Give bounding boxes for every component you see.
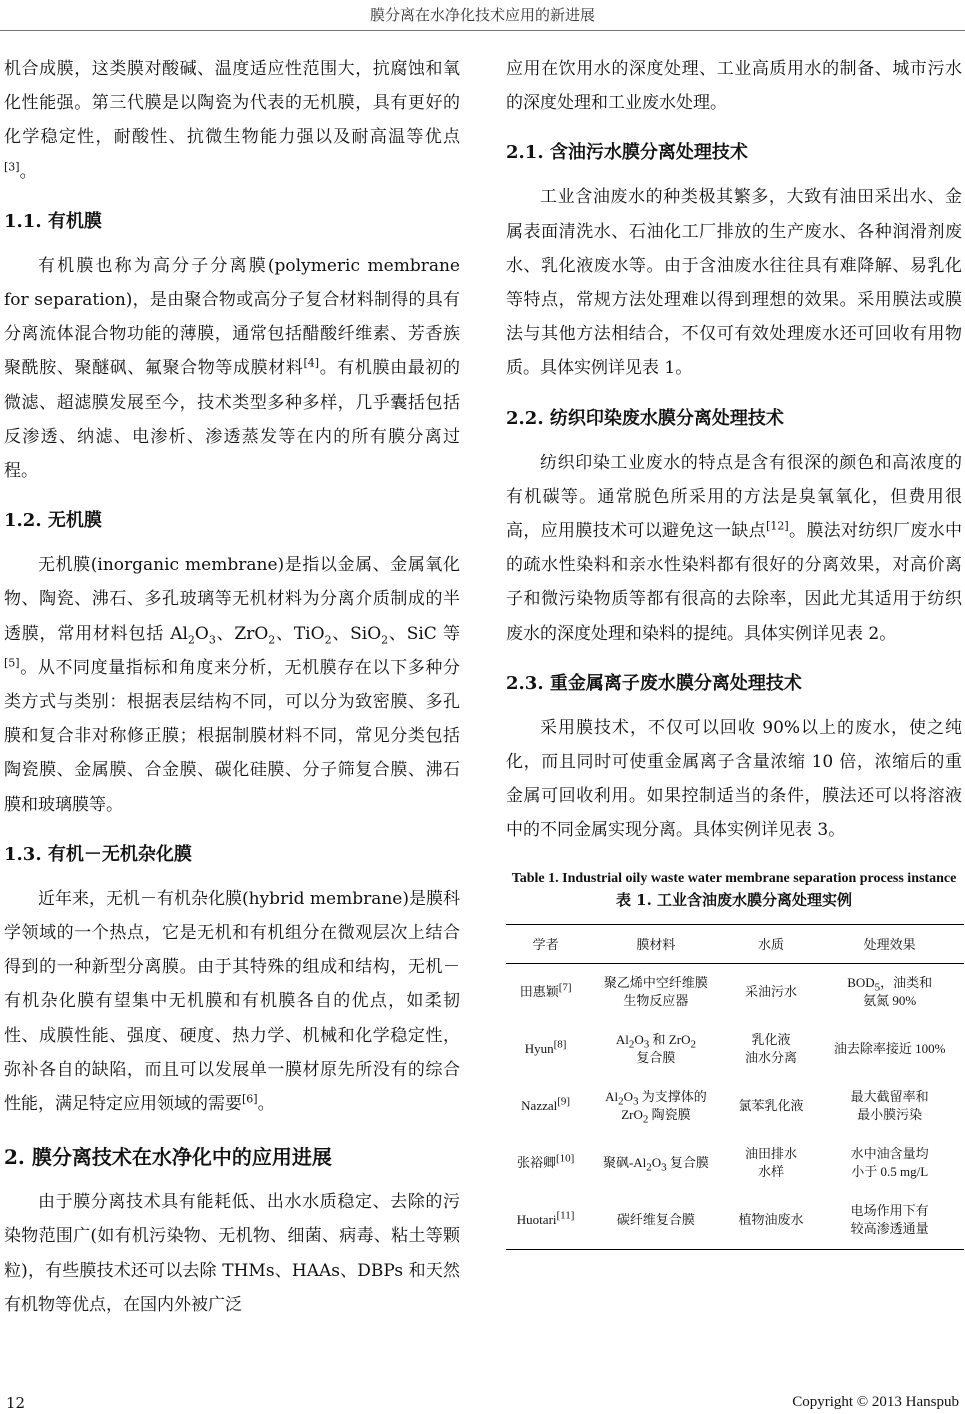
paragraph-inorganic-membrane: 无机膜(inorganic membrane)是指以金属、金属氧化物、陶瓷、沸石、多孔玻璃等无机材料为分离介质制成的半透膜，常用材料包括 $Al_2O_3$、ZrO$_2$、TiO$_2$、SiO$_2$、SiC 等[5]。从不同度量指标和角度来分析，无机膜存在以下多种分类方式与类别：根据表层结构不同，可以分为致密膜、多孔膜和复合非对称修正膜；根据制膜材料不同，常见分类包括陶瓷膜、金属膜、合金膜、碳化硅膜、分子筛复合膜、沸石膜和玻璃膜等。: [4, 555, 460, 815]
cell-effect: 油去除率接近 100%: [833, 1041, 946, 1057]
cell-water: 氯苯乳化液: [738, 1098, 804, 1114]
right-column: [506, 52, 962, 1250]
page-number: 12: [6, 1394, 26, 1412]
section-2-heading: 2. 膜分离技术在水净化中的应用进展: [4, 1145, 332, 1170]
paragraph-oily-wastewater: 工业含油废水的种类极其繁多，大致有油田采出水、金属表面清洗水、石油化工厂排放的生产废水、各种润滑剂废水、乳化液废水等。由于含油废水往往具有难降解、易乳化等特点，常规方法处理难以得到理想的效果。采用膜法或膜法与其他方法相结合，不仅可有效处理废水还可回收有用物质。具体实例详见表 1。: [506, 187, 962, 379]
cell-scholar: Hyun[8]: [524, 1038, 567, 1057]
cell-effect: $BOD_5$，油类和 氨氮 90%: [847, 975, 933, 1009]
cell-water: 油田排水 水样: [744, 1146, 797, 1180]
cell-water: 乳化液 油水分离: [744, 1032, 797, 1066]
section-1-3-heading: 1.3. 有机－无机杂化膜: [4, 843, 192, 865]
section-2-3-heading: 2.3. 重金属离子废水膜分离处理技术: [506, 672, 802, 694]
cell-water: 采油污水: [744, 984, 797, 1000]
cell-scholar: 田惠颖[7]: [519, 981, 572, 1000]
cell-material: 碳纤维复合膜: [585, 1192, 726, 1250]
cell-scholar: 张裕卿[10]: [516, 1152, 575, 1171]
table-header-row: [506, 924, 964, 963]
table-row: [506, 1135, 964, 1192]
header-rule: [0, 30, 965, 31]
copyright-notice: Copyright © 2013 Hanspub: [792, 1394, 959, 1410]
running-header: 膜分离在水净化技术应用的新进展: [369, 6, 595, 24]
table-row: [506, 1078, 964, 1135]
paragraph-organic-membrane: 有机膜也称为高分子分离膜(polymeric membrane for separation)，是由聚合物或高分子复合材料制得的具有分离流体混合物功能的薄膜，通常包括醋酸纤维素、芳香族聚酰胺、聚醚砜、氟聚合物等成膜材料[4]。有机膜由最初的微滤、超滤膜发展至今，技术类型多种多样，几乎囊括包括反渗透、纳滤、电渗析、渗透蒸发等在内的所有膜分离过程。: [4, 255, 461, 482]
section-2-2-heading: 2.2. 纺织印染废水膜分离处理技术: [506, 407, 784, 429]
table-caption-cn: 表 1. 工业含油废水膜分离处理实例: [615, 890, 853, 909]
paragraph-hybrid-membrane: 近年来，无机－有机杂化膜(hybrid membrane)是膜科学领域的一个热点，它是无机和有机组分在微观层次上结合得到的一种新型分离膜。由于其特殊的组成和结构，无机－有机杂化膜有望集中无机膜和有机膜各自的优点，如柔韧性、成膜性能、强度、硬度、热力学、机械和化学稳定性，弥补各自的缺陷，而且可以发展单一膜材原先所没有的综合性能，满足特定应用领域的需要[6]。: [4, 888, 461, 1115]
section-1-2-heading: 1.2. 无机膜: [4, 510, 102, 532]
paragraph-intro-continued: 机合成膜，这类膜对酸碱、温度适应性范围大，抗腐蚀和氧化性能强。第三代膜是以陶瓷为代表的无机膜，具有更好的化学稳定性，耐酸性、抗微生物能力强以及耐高温等优点[3]。: [4, 59, 460, 182]
oily-wastewater-table: [506, 924, 964, 1250]
cell-effect: 最大截留率和 最小膜污染: [850, 1089, 929, 1123]
table-row: [506, 963, 964, 1021]
cell-material: 聚乙烯中空纤维膜 生物反应器: [603, 975, 708, 1009]
paragraph-application-continued: 应用在饮用水的深度处理、工业高质用水的制备、城市污水的深度处理和工业废水处理。: [506, 59, 962, 114]
header-effect: 处理效果: [815, 924, 964, 963]
cell-material: $Al_2O_3$ 为支撑体的 ZrO$_2$ 陶瓷膜: [605, 1089, 707, 1126]
table-caption-en: Table 1. Industrial oily waste water membrane separation process instance: [511, 870, 957, 886]
header-scholar: 学者: [506, 924, 585, 963]
section-2-1-heading: 2.1. 含油污水膜分离处理技术: [506, 142, 748, 164]
left-column: [4, 52, 460, 1322]
paragraph-application-intro: 由于膜分离技术具有能耗低、出水水质稳定、去除的污染物范围广(如有机污染物、无机物、细菌、病毒、粘土等颗粒)，有些膜技术还可以去除 THMs、HAAs、DBPs 和天然有机物等优点，在国内外被广泛: [4, 1192, 460, 1315]
cell-scholar: Nazzal[9]: [521, 1095, 571, 1114]
cell-water: 植物油废水: [727, 1192, 816, 1250]
table-row: [506, 1192, 964, 1250]
table-row: [506, 1021, 964, 1078]
cell-effect: 水中油含量均 小于 0.5 mg/L: [850, 1146, 929, 1180]
cell-material: $Al_2O_3$ 和 ZrO$_2$ 复合膜: [615, 1032, 696, 1066]
cell-scholar: Huotari[11]: [506, 1192, 585, 1250]
paragraph-textile-wastewater: 纺织印染工业废水的特点是含有很深的颜色和高浓度的有机碳等。通常脱色所采用的方法是臭氧氧化，但费用很高，应用膜技术可以避免这一缺点[12]。膜法对纺织厂废水中的疏水性染料和亲水性染料都有很好的分离效果，对高价离子和微污染物质等都有很高的去除率，因此尤其适用于纺织废水的深度处理和染料的提纯。具体实例详见表 2。: [506, 452, 963, 644]
cell-material: 聚砜$-Al_2O_3$ 复合膜: [602, 1155, 709, 1174]
paragraph-heavy-metal-wastewater: 采用膜技术，不仅可以回收 90%以上的废水，使之纯化，而且同时可使重金属离子含量浓缩 10 倍，浓缩后的重金属可回收利用。如果控制适当的条件，膜法还可以将溶液中的不同金属实现分离。具体实例详见表 3。: [506, 717, 962, 841]
header-material: 膜材料: [585, 924, 726, 963]
header-water-quality: 水质: [727, 924, 816, 963]
section-1-1-heading: 1.1. 有机膜: [4, 210, 102, 232]
cell-effect: 电场作用下有 较高渗透通量: [815, 1192, 964, 1250]
